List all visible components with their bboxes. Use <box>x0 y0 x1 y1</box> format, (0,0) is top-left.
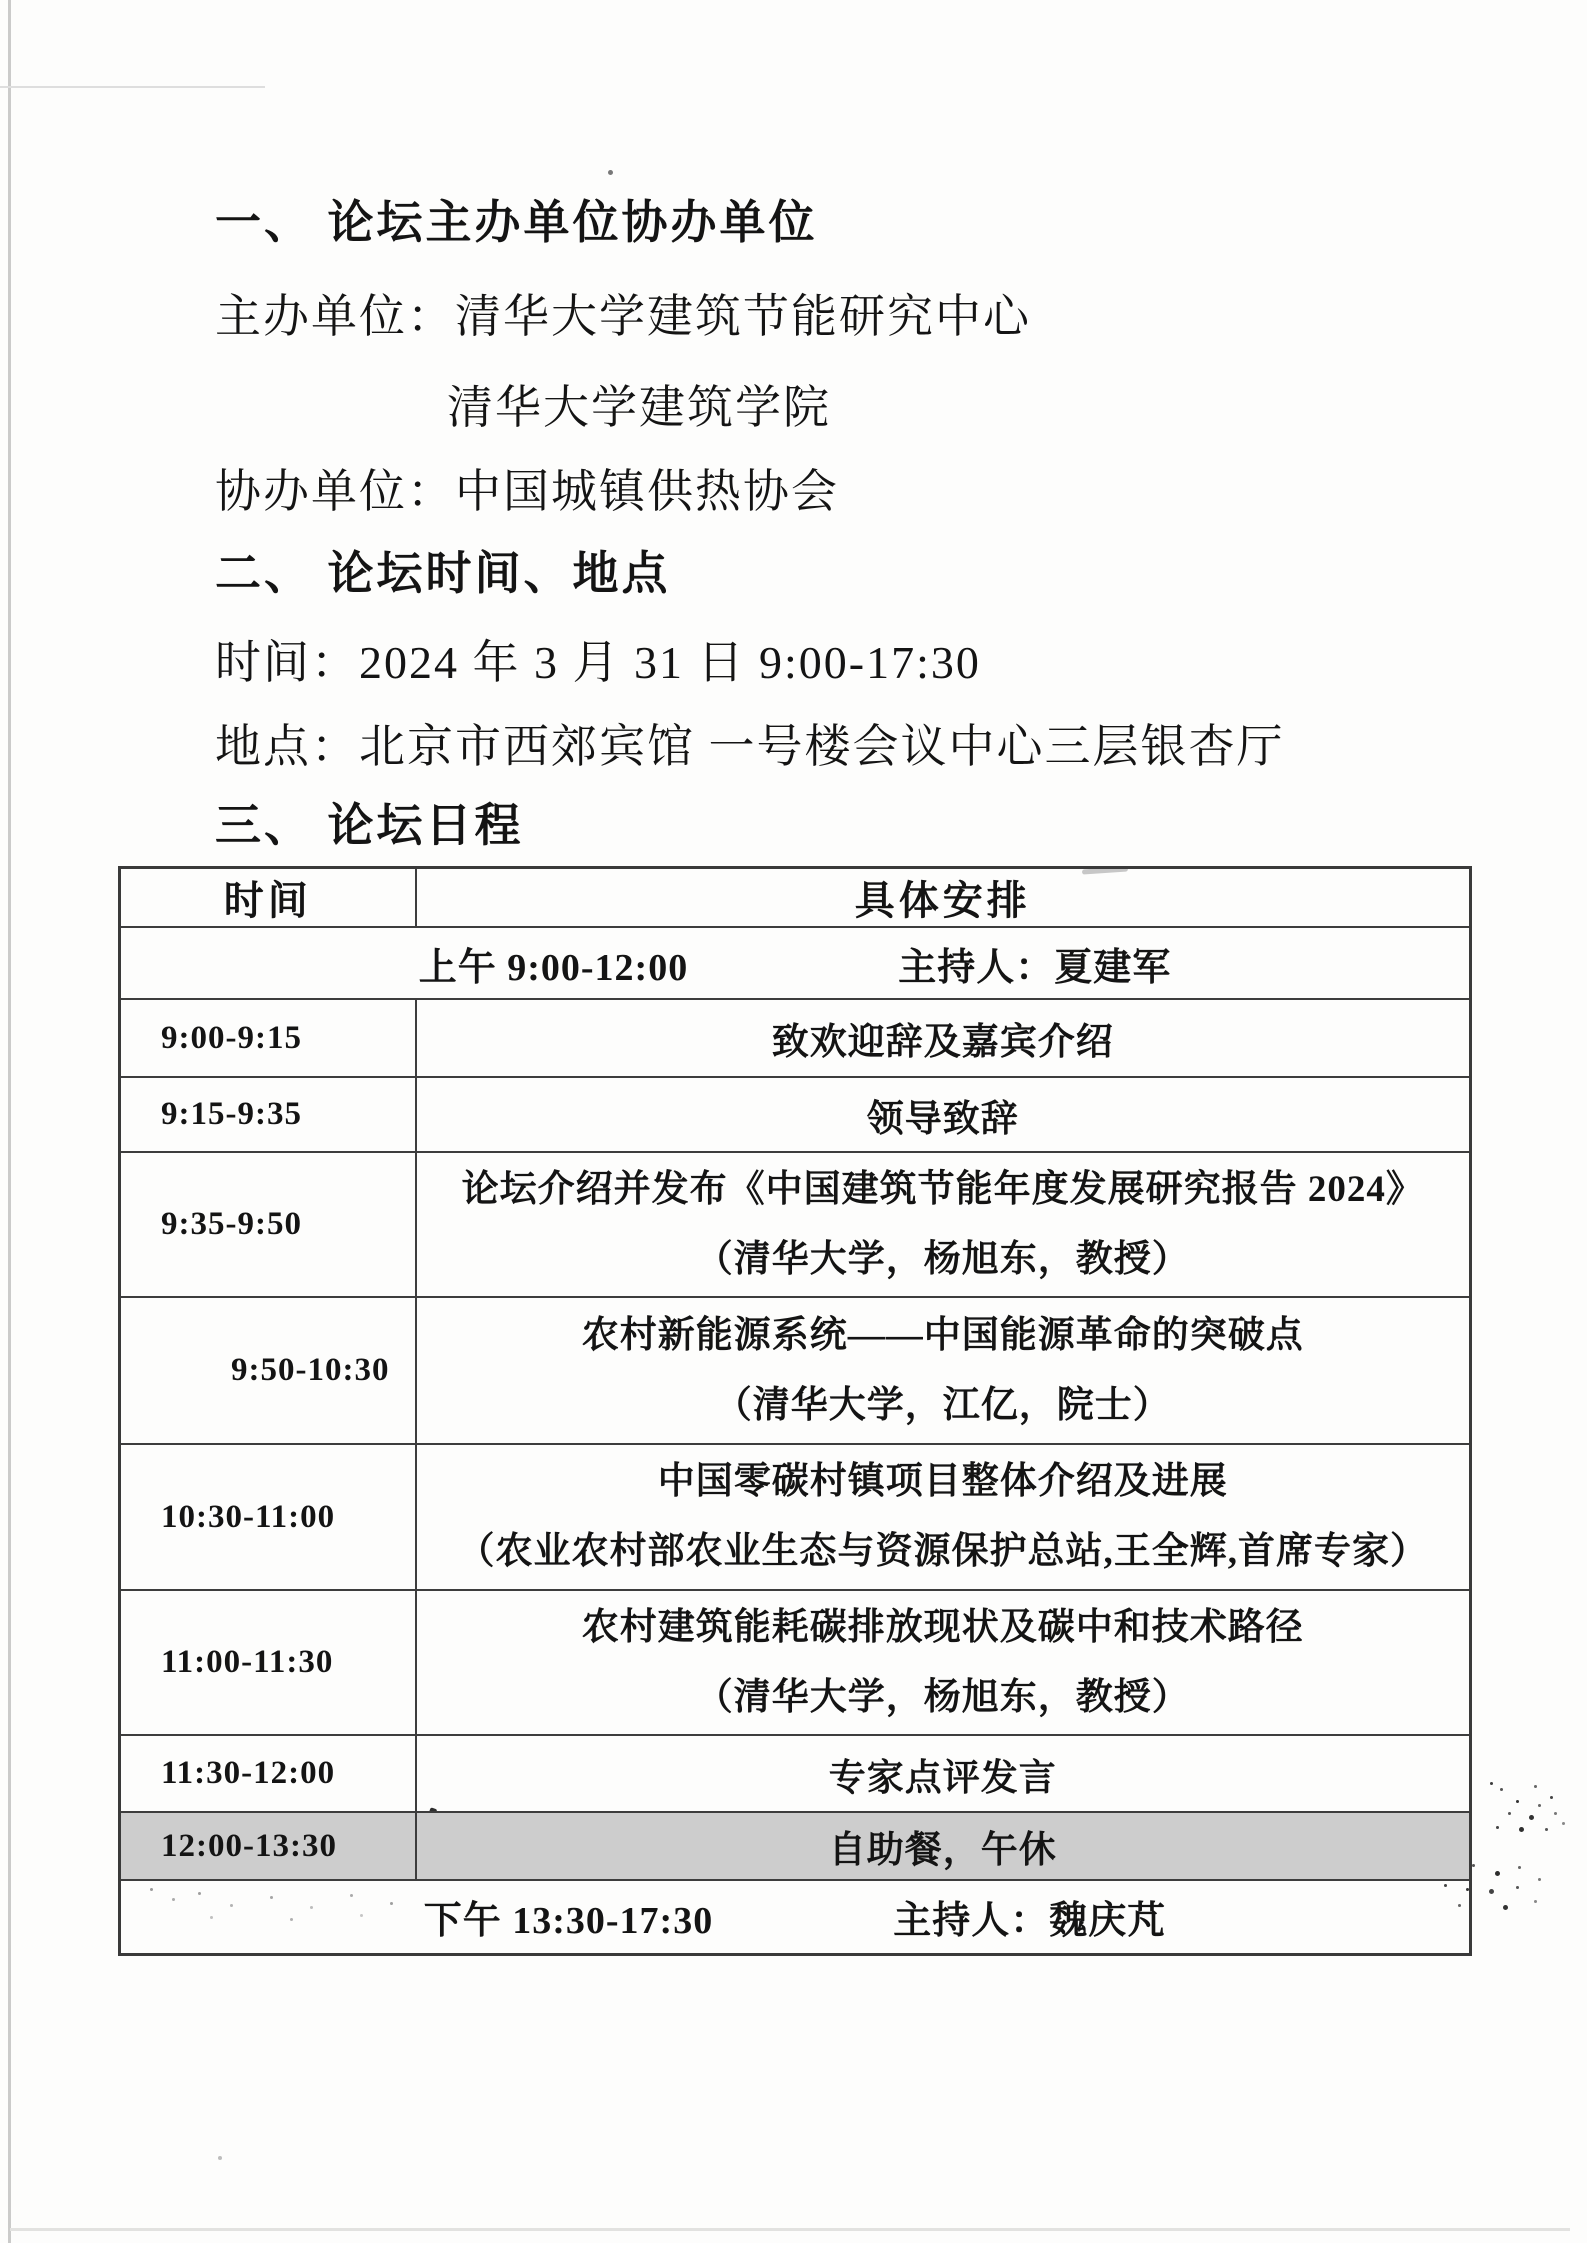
agenda-row <box>120 1297 1471 1444</box>
row-topic: 领导致辞 <box>866 1098 1019 1140</box>
row-speaker: （清华大学，江亿，院士） <box>714 1384 1171 1426</box>
row-time: 9:50-10:30 <box>120 1297 416 1444</box>
row-time: 9:15-9:35 <box>120 1077 416 1152</box>
agenda-row <box>120 1590 1471 1735</box>
morning-session-host: 主持人：夏建军 <box>898 946 1172 989</box>
row-topic: 论坛介绍并发布《中国建筑节能年度发展研究报告 2024》 <box>461 1168 1424 1210</box>
scan-artifact-line <box>0 86 265 88</box>
scan-noise-cluster <box>1490 1782 1493 1785</box>
row-topic: 自助餐，午休 <box>828 1830 1057 1871</box>
row-topic: 致欢迎辞及嘉宾介绍 <box>771 1022 1114 1063</box>
row-topic: 农村建筑能耗碳排放现状及碳中和技术路径 <box>581 1606 1304 1648</box>
organizer-line: 主办单位：清华大学建筑节能研究中心 <box>215 291 1031 342</box>
scan-bottom-shadow <box>10 2228 1570 2231</box>
row-time: 9:00-9:15 <box>120 999 416 1077</box>
scan-edge-line <box>8 0 11 2243</box>
agenda-header-row <box>120 868 1471 928</box>
row-time: 12:00-13:30 <box>120 1812 416 1880</box>
agenda-table <box>118 866 1472 1956</box>
row-topic: 中国零碳村镇项目整体介绍及进展 <box>657 1461 1228 1502</box>
agenda-row <box>120 1077 1471 1152</box>
section-3-heading: 三、 论坛日程 <box>215 800 524 851</box>
agenda-row <box>120 1152 1471 1297</box>
row-topic: 专家点评发言 <box>828 1757 1057 1799</box>
column-header-time: 时间 <box>120 868 416 928</box>
row-speaker: （清华大学，杨旭东，教授） <box>695 1676 1190 1718</box>
morning-session-time: 上午 9:00-12:00 <box>418 946 689 989</box>
row-time: 9:35-9:50 <box>120 1152 416 1297</box>
morning-session-row <box>120 927 1471 999</box>
afternoon-session-time: 下午 13:30-17:30 <box>423 1900 714 1943</box>
row-time: 11:30-12:00 <box>120 1735 416 1812</box>
column-header-plan: 具体安排 <box>416 868 1471 928</box>
co-organizer-line: 协办单位：中国城镇供热协会 <box>215 466 839 517</box>
agenda-row <box>120 1735 1471 1812</box>
row-time: 11:00-11:30 <box>120 1590 416 1735</box>
row-time: 10:30-11:00 <box>120 1444 416 1590</box>
forum-time-line: 时间：2024 年 3 月 31 日 9:00-17:30 <box>215 637 981 688</box>
afternoon-session-row <box>120 1880 1471 1954</box>
section-1-heading: 一、 论坛主办单位协办单位 <box>215 197 818 248</box>
agenda-row-lunch <box>120 1812 1471 1880</box>
agenda-row <box>120 1444 1471 1590</box>
row-speaker: （清华大学，杨旭东，教授） <box>695 1238 1190 1280</box>
section-2-heading: 二、 论坛时间、地点 <box>215 548 671 599</box>
document-body <box>215 194 1495 855</box>
afternoon-session-host: 主持人：魏庆芃 <box>893 1900 1167 1943</box>
organizer-line-2: 清华大学建筑学院 <box>447 382 831 433</box>
scan-speck <box>608 170 613 175</box>
row-topic: 农村新能源系统——中国能源革命的突破点 <box>581 1314 1304 1356</box>
forum-venue-line: 地点：北京市西郊宾馆 一号楼会议中心三层银杏厅 <box>215 721 1285 772</box>
agenda-row <box>120 999 1471 1077</box>
row-speaker: （农业农村部农业生态与资源保护总站,王全辉,首席专家） <box>457 1531 1428 1572</box>
scan-speck <box>218 2156 222 2160</box>
